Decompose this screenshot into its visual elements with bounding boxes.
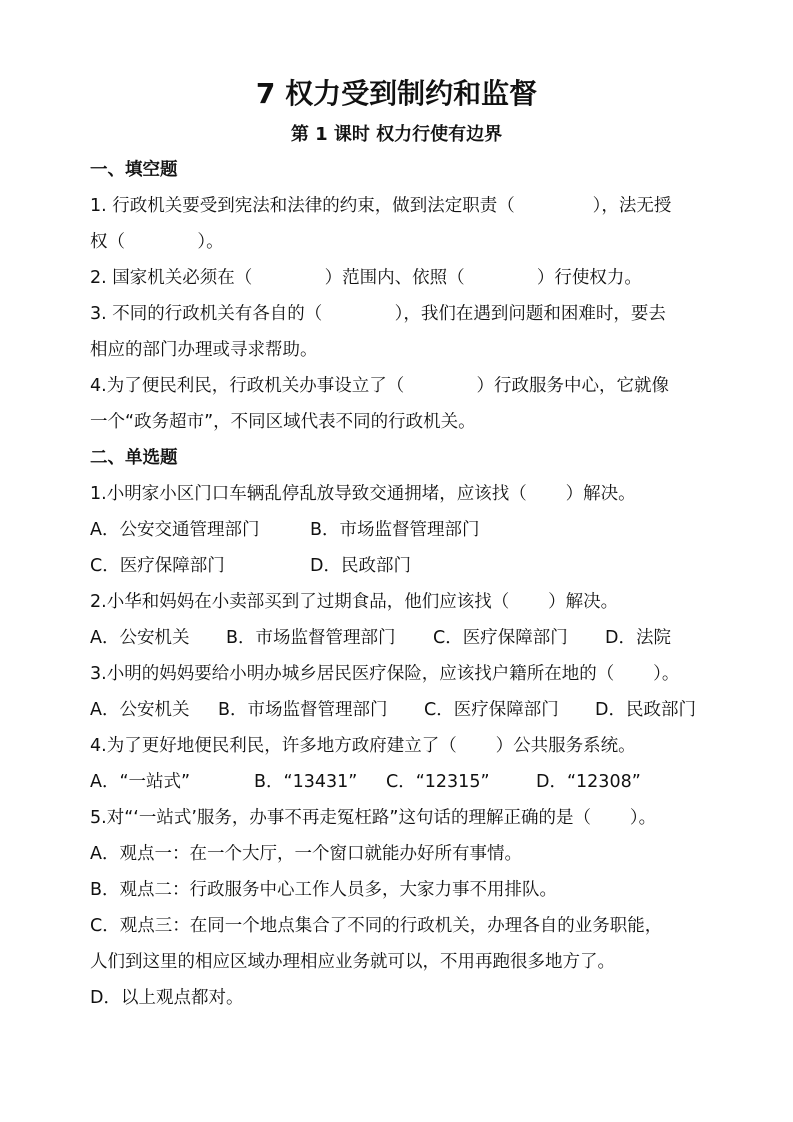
fill-question-2: 2. 国家机关必须在（ ）范围内、依照（ ）行使权力。 [90,268,642,288]
choice-question-5-option-c-line-1: C．观点三：在同一个地点集合了不同的行政机关，办理各自的业务职能， [90,916,663,936]
choice-question-2-option-c: C．医疗保障部门 [433,628,568,648]
choice-question-2-stem: 2.小华和妈妈在小卖部买到了过期食品，他们应该找（ ）解决。 [90,592,619,612]
page-subtitle: 第 1 课时 权力行使有边界 [290,124,503,145]
choice-question-1-option-a: A．公安交通管理部门 [90,520,260,540]
choice-question-5-option-d: D．以上观点都对。 [90,988,244,1008]
choice-question-4-option-a: A．“一站式” [90,772,191,792]
fill-question-3-line-1: 3. 不同的行政机关有各自的（ ），我们在遇到问题和困难时，要去 [90,304,666,324]
fill-question-4-line-1: 4.为了便民利民，行政机关办事设立了（ ）行政服务中心，它就像 [90,376,670,396]
choice-question-3-option-d: D．民政部门 [595,700,696,720]
section-heading-single-choice: 二、单选题 [90,448,178,468]
choice-question-4-option-b: B．“13431” [254,772,358,792]
choice-question-1-option-c: C．医疗保障部门 [90,556,225,576]
fill-question-1-line-2: 权（ ）。 [90,232,224,252]
choice-question-1-option-b: B．市场监督管理部门 [310,520,480,540]
choice-question-2-option-b: B．市场监督管理部门 [226,628,396,648]
choice-question-4-stem: 4.为了更好地便民利民，许多地方政府建立了（ ）公共服务系统。 [90,736,636,756]
choice-question-2-option-a: A．公安机关 [90,628,190,648]
fill-question-4-line-2: 一个“政务超市”，不同区域代表不同的行政机关。 [90,412,476,432]
choice-question-5-option-b: B．观点二：行政服务中心工作人员多，大家力事不用排队。 [90,880,558,900]
fill-question-3-line-2: 相应的部门办理或寻求帮助。 [90,340,318,360]
choice-question-4-option-d: D．“12308” [536,772,641,792]
choice-question-2-option-d: D．法院 [605,628,671,648]
choice-question-5-stem: 5.对“‘一站式’服务，办事不再走冤枉路”这句话的理解正确的是（ ）。 [90,808,657,828]
choice-question-3-option-a: A．公安机关 [90,700,190,720]
choice-question-1-option-d: D．民政部门 [310,556,411,576]
section-heading-fill-in: 一、填空题 [90,160,178,180]
choice-question-1-stem: 1.小明家小区门口车辆乱停乱放导致交通拥堵，应该找（ ）解决。 [90,484,636,504]
choice-question-5-option-c-line-2: 人们到这里的相应区域办理相应业务就可以，不用再跑很多地方了。 [90,952,615,972]
choice-question-5-option-a: A．观点一：在一个大厅，一个窗口就能办好所有事情。 [90,844,522,864]
choice-question-3-option-b: B．市场监督管理部门 [218,700,388,720]
page-title: 7 权力受到制约和监督 [255,77,538,110]
choice-question-3-stem: 3.小明的妈妈要给小明办城乡居民医疗保险，应该找户籍所在地的（ ）。 [90,664,680,684]
choice-question-3-option-c: C．医疗保障部门 [424,700,559,720]
choice-question-4-option-c: C．“12315” [386,772,490,792]
fill-question-1-line-1: 1. 行政机关要受到宪法和法律的约束，做到法定职责（ ），法无授 [90,196,672,216]
